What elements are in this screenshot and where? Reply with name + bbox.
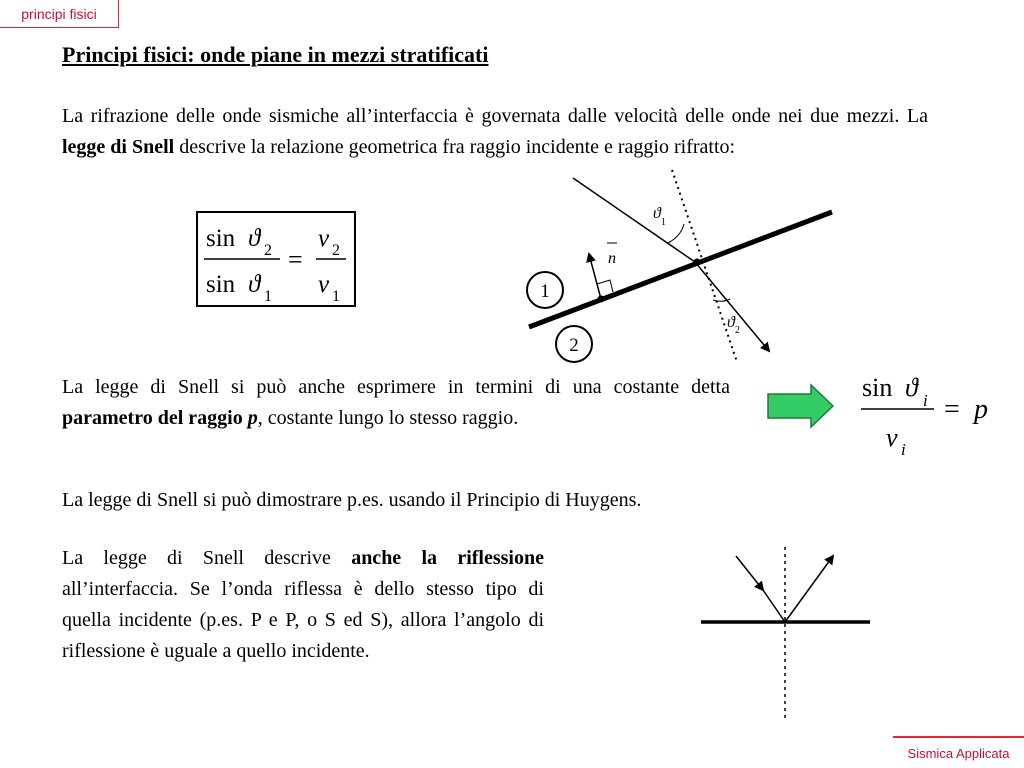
formula-sin-top: sin <box>206 225 236 252</box>
p2-bold-italic: p <box>247 407 258 429</box>
ray-parameter-formula <box>852 366 1002 462</box>
snell-formula <box>198 213 354 305</box>
angle1-arc <box>668 224 684 243</box>
incident-ray <box>573 178 695 262</box>
formula-theta-bottom: ϑ <box>248 271 261 298</box>
p4-text-2: all’interfaccia. Se l’onda riflessa è dello stesso tipo di quella incidente (p.es. P e P, o S ed S), allora l’angolo di riflessione è uguale a quello incidente. <box>62 578 544 662</box>
p2-text-2: , costante lungo lo stesso raggio. <box>257 407 519 429</box>
rp-sin: sin <box>862 373 893 402</box>
interface-line <box>529 212 832 327</box>
medium2-label: 2 <box>569 335 579 356</box>
reflected-ray-arrow <box>785 556 833 622</box>
intro-text-2: descrive la relazione geometrica fra raggio incidente e raggio rifratto: <box>174 136 736 158</box>
p4-text-1: La legge di Snell descrive <box>62 547 352 569</box>
incident-ray-line <box>763 590 785 622</box>
formula-sin-bottom: sin <box>206 271 236 298</box>
reflection-diagram <box>690 540 880 725</box>
slide-title: Principi fisici: onde piane in mezzi stratificati <box>62 42 489 67</box>
intro-text-1: La rifrazione delle onde sismiche all’interfaccia è governata dalle velocità delle onde nei due mezzi. La <box>62 105 928 127</box>
intro-bold: legge di Snell <box>62 136 175 158</box>
formula-sub1-bottom: 1 <box>264 288 272 305</box>
green-arrow-icon <box>765 382 837 432</box>
p2-text-1: La legge di Snell si può anche esprimere in termini di una costante detta <box>62 376 730 398</box>
p2-bold: parametro del raggio <box>62 407 248 429</box>
normal-dotted-line <box>672 170 737 362</box>
huygens-paragraph: La legge di Snell si può dimostrare p.es. usando il Principio di Huygens. <box>62 489 642 511</box>
theta2-sub: 2 <box>735 325 740 336</box>
rp-sub-i: i <box>923 391 928 410</box>
intro-paragraph <box>62 101 928 163</box>
incidence-point <box>694 259 701 266</box>
incident-ray-arrow <box>736 556 763 590</box>
formula-v-sub2: 2 <box>332 242 340 259</box>
section-tag: principi fisici <box>0 0 119 28</box>
reflection-paragraph <box>62 543 544 667</box>
normal-base-point <box>598 296 605 303</box>
formula-v-top: v <box>318 225 330 252</box>
formula-v-sub1: 1 <box>332 288 340 305</box>
rp-theta: ϑ <box>905 373 918 402</box>
formula-theta-top: ϑ <box>248 225 261 252</box>
p4-bold: anche la riflessione <box>351 547 544 569</box>
rp-equals: = <box>944 394 960 425</box>
refraction-diagram <box>500 165 845 365</box>
rp-v: v <box>886 423 898 452</box>
normal-label: n <box>608 250 616 267</box>
formula-equals: = <box>288 245 303 274</box>
ray-parameter-paragraph <box>62 372 730 434</box>
medium1-label: 1 <box>540 281 550 302</box>
rp-p: p <box>974 394 988 425</box>
formula-v-bottom: v <box>318 271 330 298</box>
theta1-label: ϑ <box>653 205 661 222</box>
rp-v-sub-i: i <box>901 440 906 459</box>
refracted-ray <box>695 262 769 351</box>
normal-vector-arrow <box>589 254 601 299</box>
formula-sub2-top: 2 <box>264 242 272 259</box>
snell-formula-box <box>196 211 356 307</box>
theta1-sub: 1 <box>661 217 666 228</box>
theta2-label: ϑ <box>727 314 735 331</box>
footer-label: Sismica Applicata <box>893 736 1024 768</box>
